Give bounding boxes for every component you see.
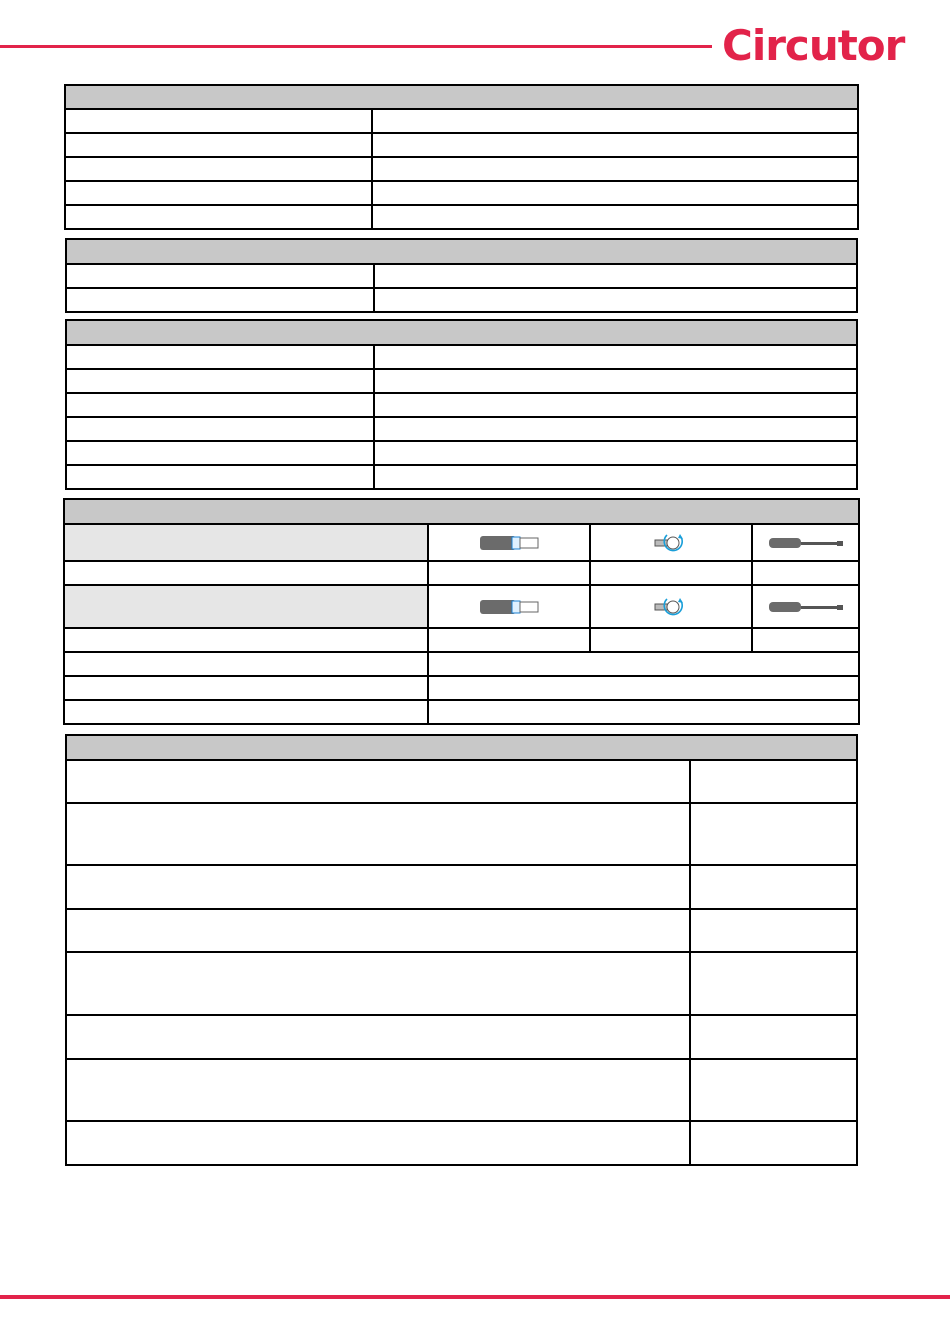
- table-row: [64, 628, 859, 652]
- table-row: [64, 524, 859, 561]
- table-row: [66, 1121, 857, 1165]
- spec-table-3: [65, 319, 858, 490]
- spec-table-2: [65, 238, 858, 313]
- table-row: [64, 652, 859, 676]
- spec-table-1: [64, 84, 859, 230]
- table-row: [66, 393, 857, 417]
- table-header: [64, 499, 859, 524]
- footer-red-line: [0, 1295, 950, 1299]
- table-row: [64, 561, 859, 585]
- table-row: [66, 865, 857, 909]
- table-row: [65, 157, 858, 181]
- spec-table-5: [65, 734, 858, 1166]
- table-row: [64, 676, 859, 700]
- table-row: [66, 909, 857, 952]
- ferrule-terminal-icon: [478, 534, 540, 552]
- table-row: [65, 181, 858, 205]
- table-row: [66, 1059, 857, 1121]
- table-header: [66, 239, 857, 264]
- circutor-logo: Circutor: [722, 21, 905, 70]
- table-row: [66, 803, 857, 865]
- table-row: [66, 264, 857, 288]
- table-row: [66, 465, 857, 489]
- table-row: [66, 417, 857, 441]
- ferrule-terminal-icon: [478, 598, 540, 616]
- table-header: [66, 735, 857, 760]
- table-row: [65, 205, 858, 229]
- table-row: [66, 952, 857, 1015]
- connection-table: [63, 498, 860, 725]
- table-row: [66, 369, 857, 393]
- table-row: [64, 585, 859, 628]
- table-row: [66, 288, 857, 312]
- table-header: [65, 85, 858, 109]
- table-row: [65, 133, 858, 157]
- screw-terminal-icon: [653, 595, 689, 619]
- table-row: [66, 760, 857, 803]
- table-row: [65, 109, 858, 133]
- table-row: [66, 441, 857, 465]
- header-red-line: [0, 45, 712, 48]
- table-row: [66, 1015, 857, 1059]
- screwdriver-icon: [767, 536, 845, 550]
- table-header: [66, 320, 857, 345]
- screwdriver-icon: [767, 600, 845, 614]
- table-row: [64, 700, 859, 724]
- table-row: [66, 345, 857, 369]
- screw-terminal-icon: [653, 531, 689, 555]
